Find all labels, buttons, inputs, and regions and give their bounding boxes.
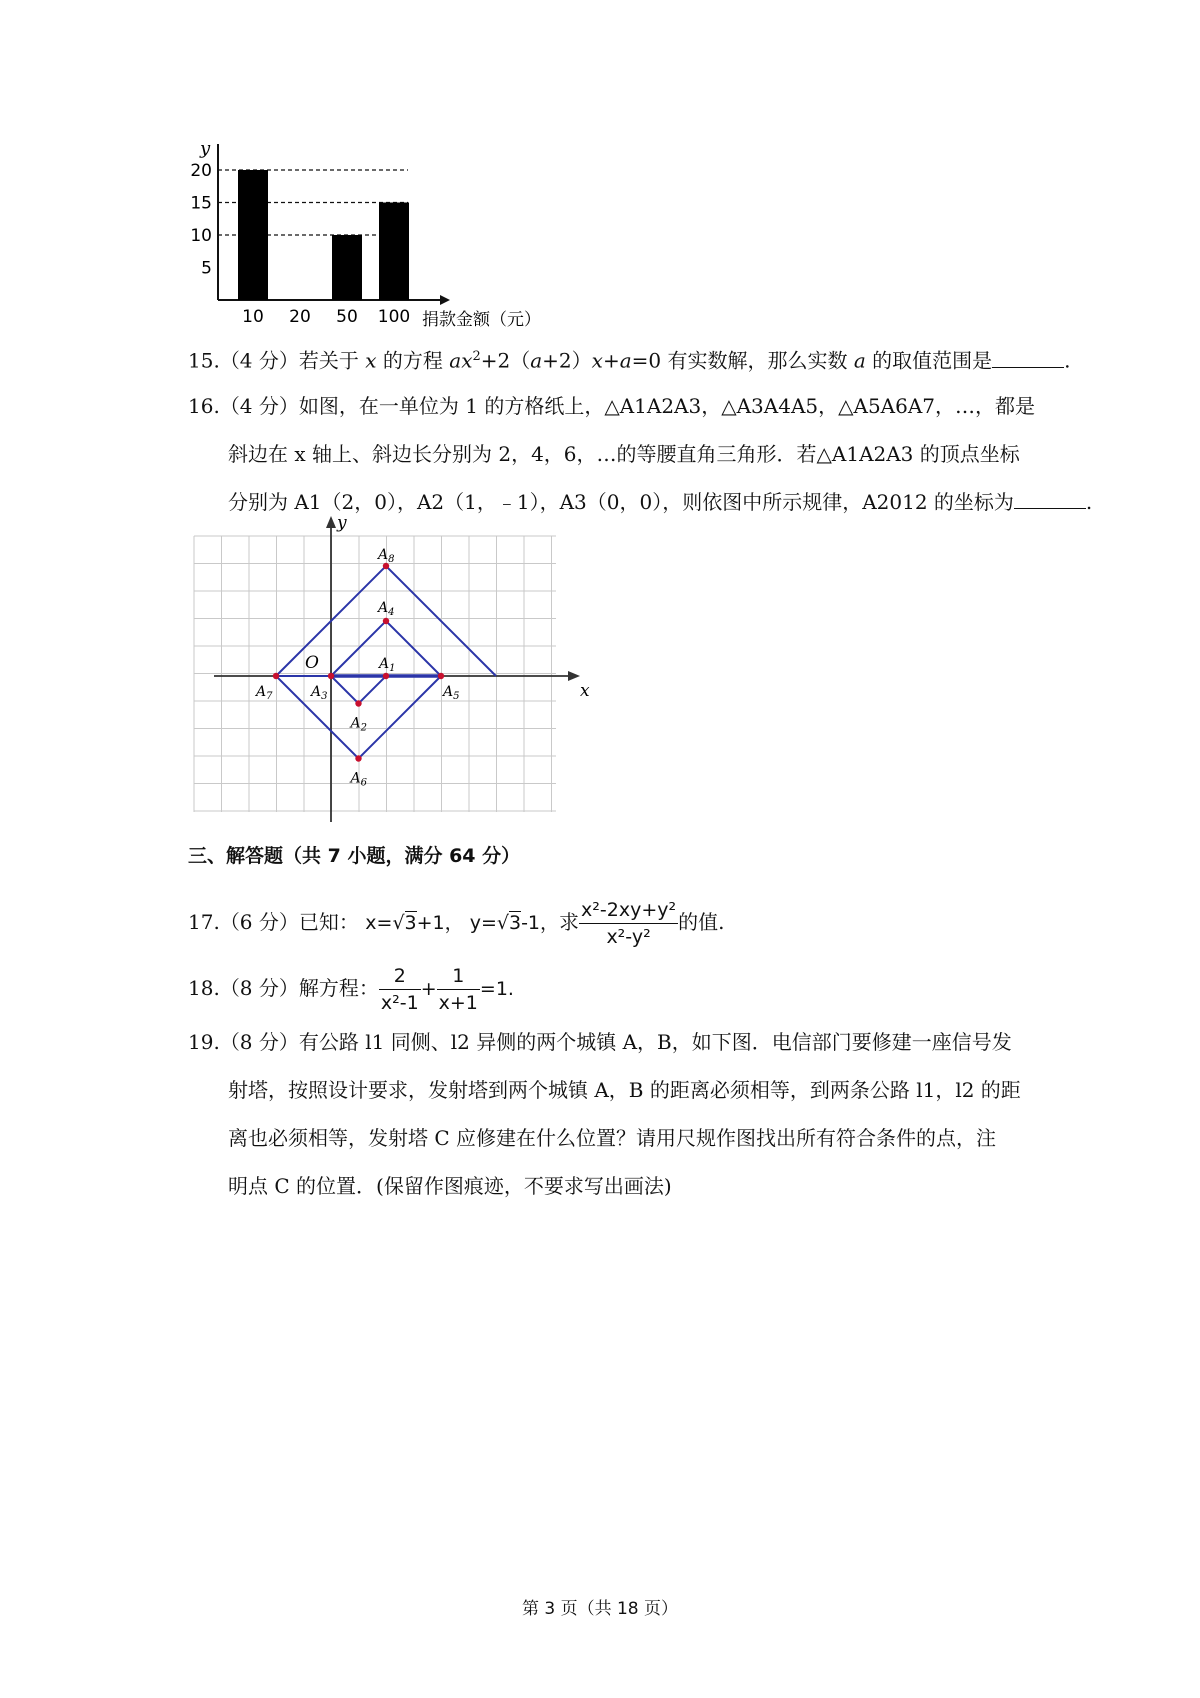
point-a5 (438, 673, 444, 679)
point-label-a5: $A_5$ (443, 684, 460, 702)
point-a7 (273, 673, 279, 679)
point-a2 (355, 700, 361, 706)
point-label-a6: $A_6$ (350, 770, 367, 789)
y-tick-label: 15 (190, 193, 212, 214)
x-tick-label: 10 (242, 307, 264, 327)
question-17: 17.（6 分）已知： x=√3+1， y=√3-1，求 $\frac{\text{x²-2xy+y²}}{\text{x²-y²}}$ 的值. (188, 899, 725, 948)
page-footer: 第 3 页（共 18 页） (521, 1599, 679, 1619)
point-label-a4: $A_4$ (378, 600, 395, 618)
question-16-line-1: 16.（4 分）如图，在一单位为 1 的方格纸上，△A1A2A3，△A3A4A5，△A5A6A7，…，都是 (188, 394, 1035, 418)
sqrt-symbol: √ (496, 912, 509, 934)
point-label-a3: $A_3$ (311, 684, 328, 702)
point-label-a2: $A_2$ (350, 715, 367, 734)
x-axis-arrow (440, 295, 450, 305)
x-tick-label: 100 (377, 307, 411, 327)
y-tick-label: 10 (190, 226, 212, 246)
x-axis-arrow (568, 671, 580, 681)
point-label-a8: $A_8$ (378, 547, 395, 565)
question-15: 15.（4 分）若关于 x 的方程 $ax^2+2(a+2)x+a=0$ 有实数解，那么实数 a 的取值范围是 . (188, 348, 1071, 373)
fraction-expression: $\frac{\text{x²-2xy+y²}}{\text{x²-y²}}$ (581, 899, 677, 948)
x-axis-label: 捐款金额（元） (422, 310, 541, 330)
origin-label: O (305, 653, 319, 673)
answer-blank[interactable] (992, 349, 1064, 368)
y-axis-arrow (326, 516, 336, 528)
y-axis-label: y (200, 138, 211, 159)
point-a6 (355, 755, 361, 761)
question-19-line-2: 射塔，按照设计要求，发射塔到两个城镇 A，B 的距离必须相等，到两条公路 l1，l2 的距 (228, 1078, 1021, 1102)
section-3-title: 三、解答题（共 7 小题，满分 64 分） (188, 845, 521, 867)
y-tick-label: 20 (190, 161, 212, 181)
x-tick-label: 20 (289, 307, 311, 327)
x-axis-label: x (580, 681, 590, 701)
question-16-line-3: 分别为 A1（2，0），A2（1，﹣1），A3（0，0），则依图中所示规律，A2012 的坐标为 . (228, 490, 1093, 514)
question-19-line-1: 19.（8 分）有公路 l1 同侧、l2 异侧的两个城镇 A，B，如下图．电信部门要修建一座信号发 (188, 1030, 1012, 1054)
fraction-2: $\frac{1}{x+1}$ (438, 965, 478, 1014)
question-19-line-3: 离也必须相等，发射塔 C 应修建在什么位置？请用尺规作图找出所有符合条件的点，注 (228, 1126, 997, 1150)
bar (238, 170, 268, 300)
point-a4 (383, 618, 389, 624)
question-18: 18.（8 分）解方程： $\frac{2}{\text{x²-1}}$ + $\frac{1}{x+1}$ =1. (188, 965, 514, 1014)
y-axis-label: y (337, 513, 347, 533)
point-label-a7: $A_7$ (256, 684, 273, 702)
point-a3 (328, 673, 334, 679)
triangle-grid-figure (180, 512, 620, 832)
answer-blank[interactable] (1014, 490, 1086, 509)
point-label-a1: $A_1$ (379, 656, 396, 674)
question-16-line-2: 斜边在 x 轴上、斜边长分别为 2，4，6，…的等腰直角三角形．若△A1A2A3 的顶点坐标 (228, 442, 1020, 466)
y-tick-label: 5 (201, 258, 212, 279)
fraction-1: $\frac{2}{\text{x²-1}}$ (380, 965, 419, 1014)
bar (332, 235, 362, 300)
bar (379, 203, 409, 301)
donation-bar-chart (180, 130, 600, 340)
x-tick-label: 50 (336, 307, 358, 327)
question-19-line-4: 明点 C 的位置．(保留作图痕迹，不要求写出画法) (228, 1174, 672, 1198)
sqrt-symbol: √ (392, 912, 405, 934)
